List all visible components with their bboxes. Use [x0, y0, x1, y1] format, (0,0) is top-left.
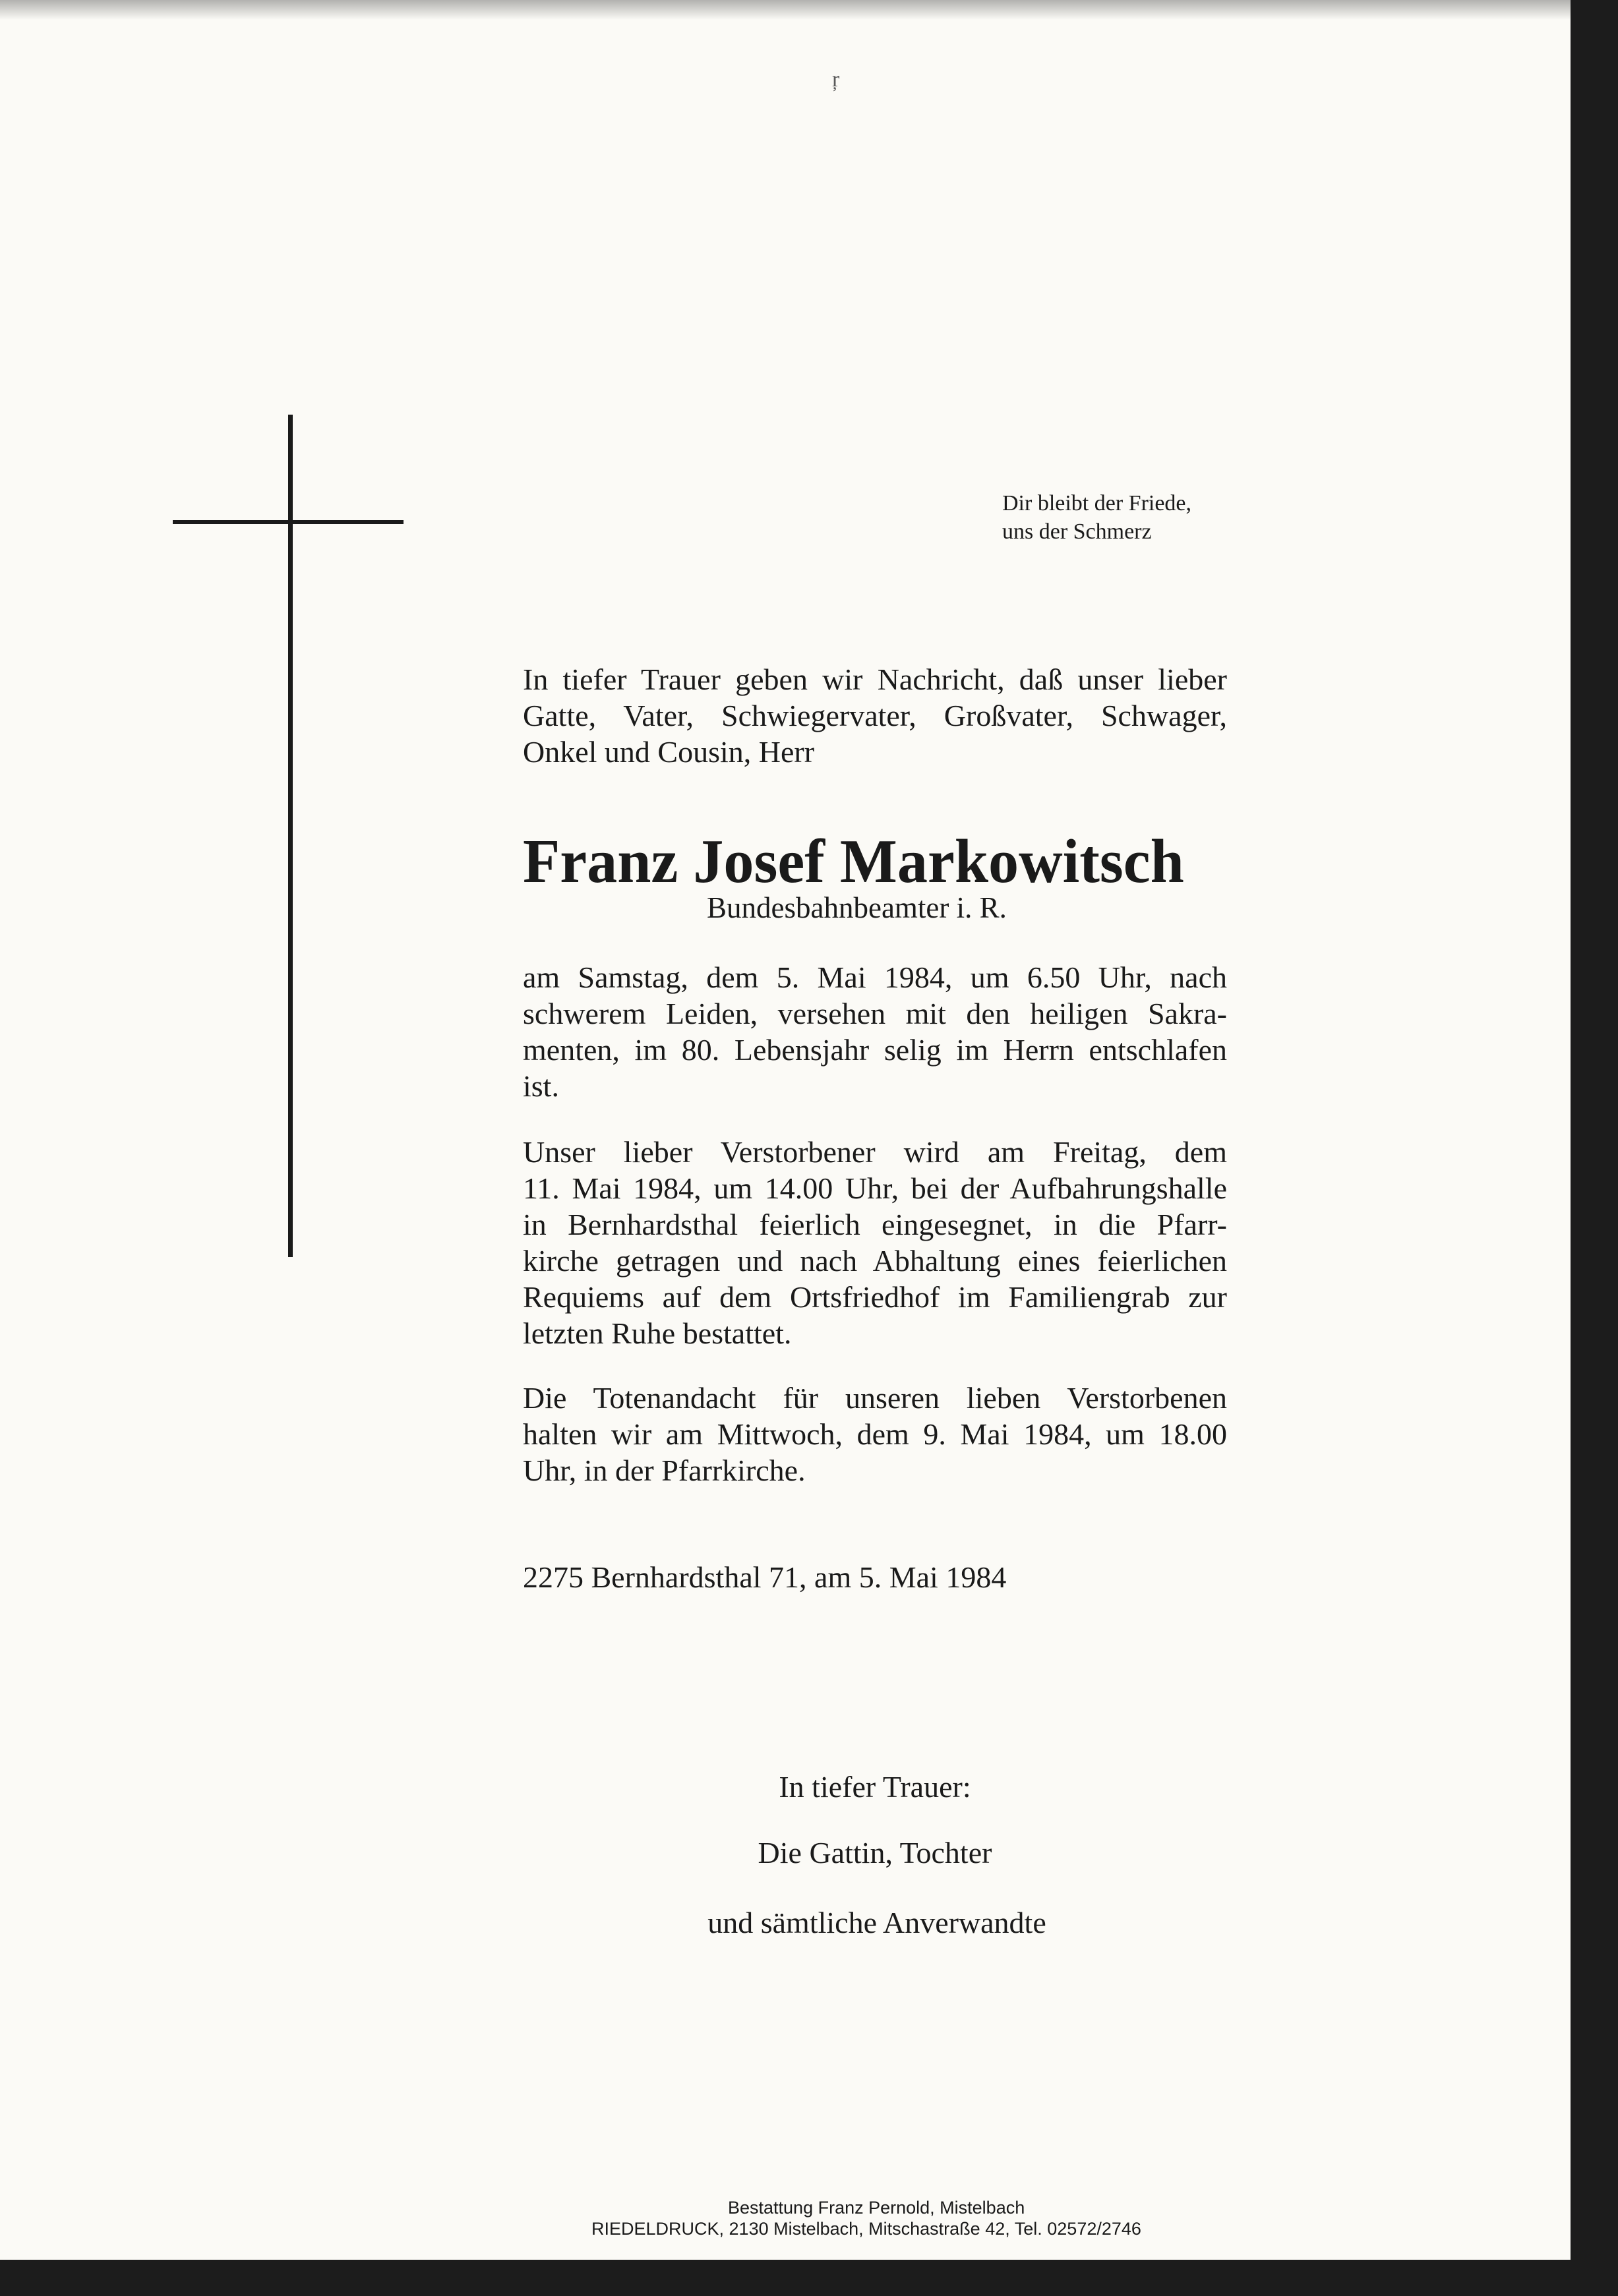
vigil-paragraph [523, 1380, 1227, 1488]
funeral-line: kirche getragen und nach Abhaltung eines feierlichen [523, 1244, 1227, 1278]
motto-line: uns der Schmerz [1002, 519, 1152, 544]
death-line: menten, im 80. Lebensjahr selig im Herrn entschlafen [523, 1033, 1227, 1067]
place-and-date: 2275 Bernhardsthal 71, am 5. Mai 1984 [523, 1560, 1007, 1594]
funeral-line: Unser lieber Verstorbener wird am Freitag, dem [523, 1135, 1227, 1169]
deceased-name: Franz Josef Markowitsch [523, 827, 1184, 896]
funeral-paragraph [523, 1134, 1227, 1351]
funeral-line: in Bernhardsthal feierlich eingesegnet, in die Pfarr- [523, 1208, 1227, 1241]
death-line: schwerem Leiden, versehen mit den heiligen Sakra- [523, 997, 1227, 1030]
motto-line: Dir bleibt der Friede, [1002, 491, 1192, 515]
scan-speck: ŗ [832, 67, 840, 92]
death-line: ist. [523, 1069, 559, 1103]
intro-line: Onkel und Cousin, Herr [523, 735, 815, 769]
intro-paragraph [523, 661, 1227, 770]
death-paragraph [523, 959, 1227, 1104]
funeral-line: 11. Mai 1984, um 14.00 Uhr, bei der Aufbahrungshalle [523, 1171, 1227, 1205]
motto [1002, 489, 1191, 546]
funeral-line: Requiems auf dem Ortsfriedhof im Familiengrab zur [523, 1280, 1227, 1314]
intro-line: Gatte, Vater, Schwiegervater, Großvater, Schwager, [523, 699, 1227, 732]
vigil-line: Die Totenandacht für unseren lieben Verstorbenen [523, 1381, 1227, 1415]
mourners-line: und sämtliche Anverwandte [707, 1906, 1046, 1939]
printer-credit: RIEDELDRUCK, 2130 Mistelbach, Mitschastraße 42, Tel. 02572/2746 [591, 2219, 1141, 2239]
cross-icon-horizontal-bar [173, 520, 404, 524]
mourners-line: Die Gattin, Tochter [758, 1836, 992, 1869]
intro-line: In tiefer Trauer geben wir Nachricht, daß unser lieber [523, 662, 1227, 696]
funeral-line: letzten Ruhe bestattet. [523, 1316, 792, 1350]
vigil-line: Uhr, in der Pfarrkirche. [523, 1454, 806, 1487]
funeral-home-credit: Bestattung Franz Pernold, Mistelbach [728, 2198, 1025, 2218]
mourning-heading: In tiefer Trauer: [779, 1770, 971, 1804]
vigil-line: halten wir am Mittwoch, dem 9. Mai 1984, um 18.00 [523, 1417, 1227, 1451]
deceased-title: Bundesbahnbeamter i. R. [707, 891, 1007, 924]
cross-icon-vertical-bar [288, 415, 293, 1257]
death-line: am Samstag, dem 5. Mai 1984, um 6.50 Uhr, nach [523, 960, 1227, 994]
